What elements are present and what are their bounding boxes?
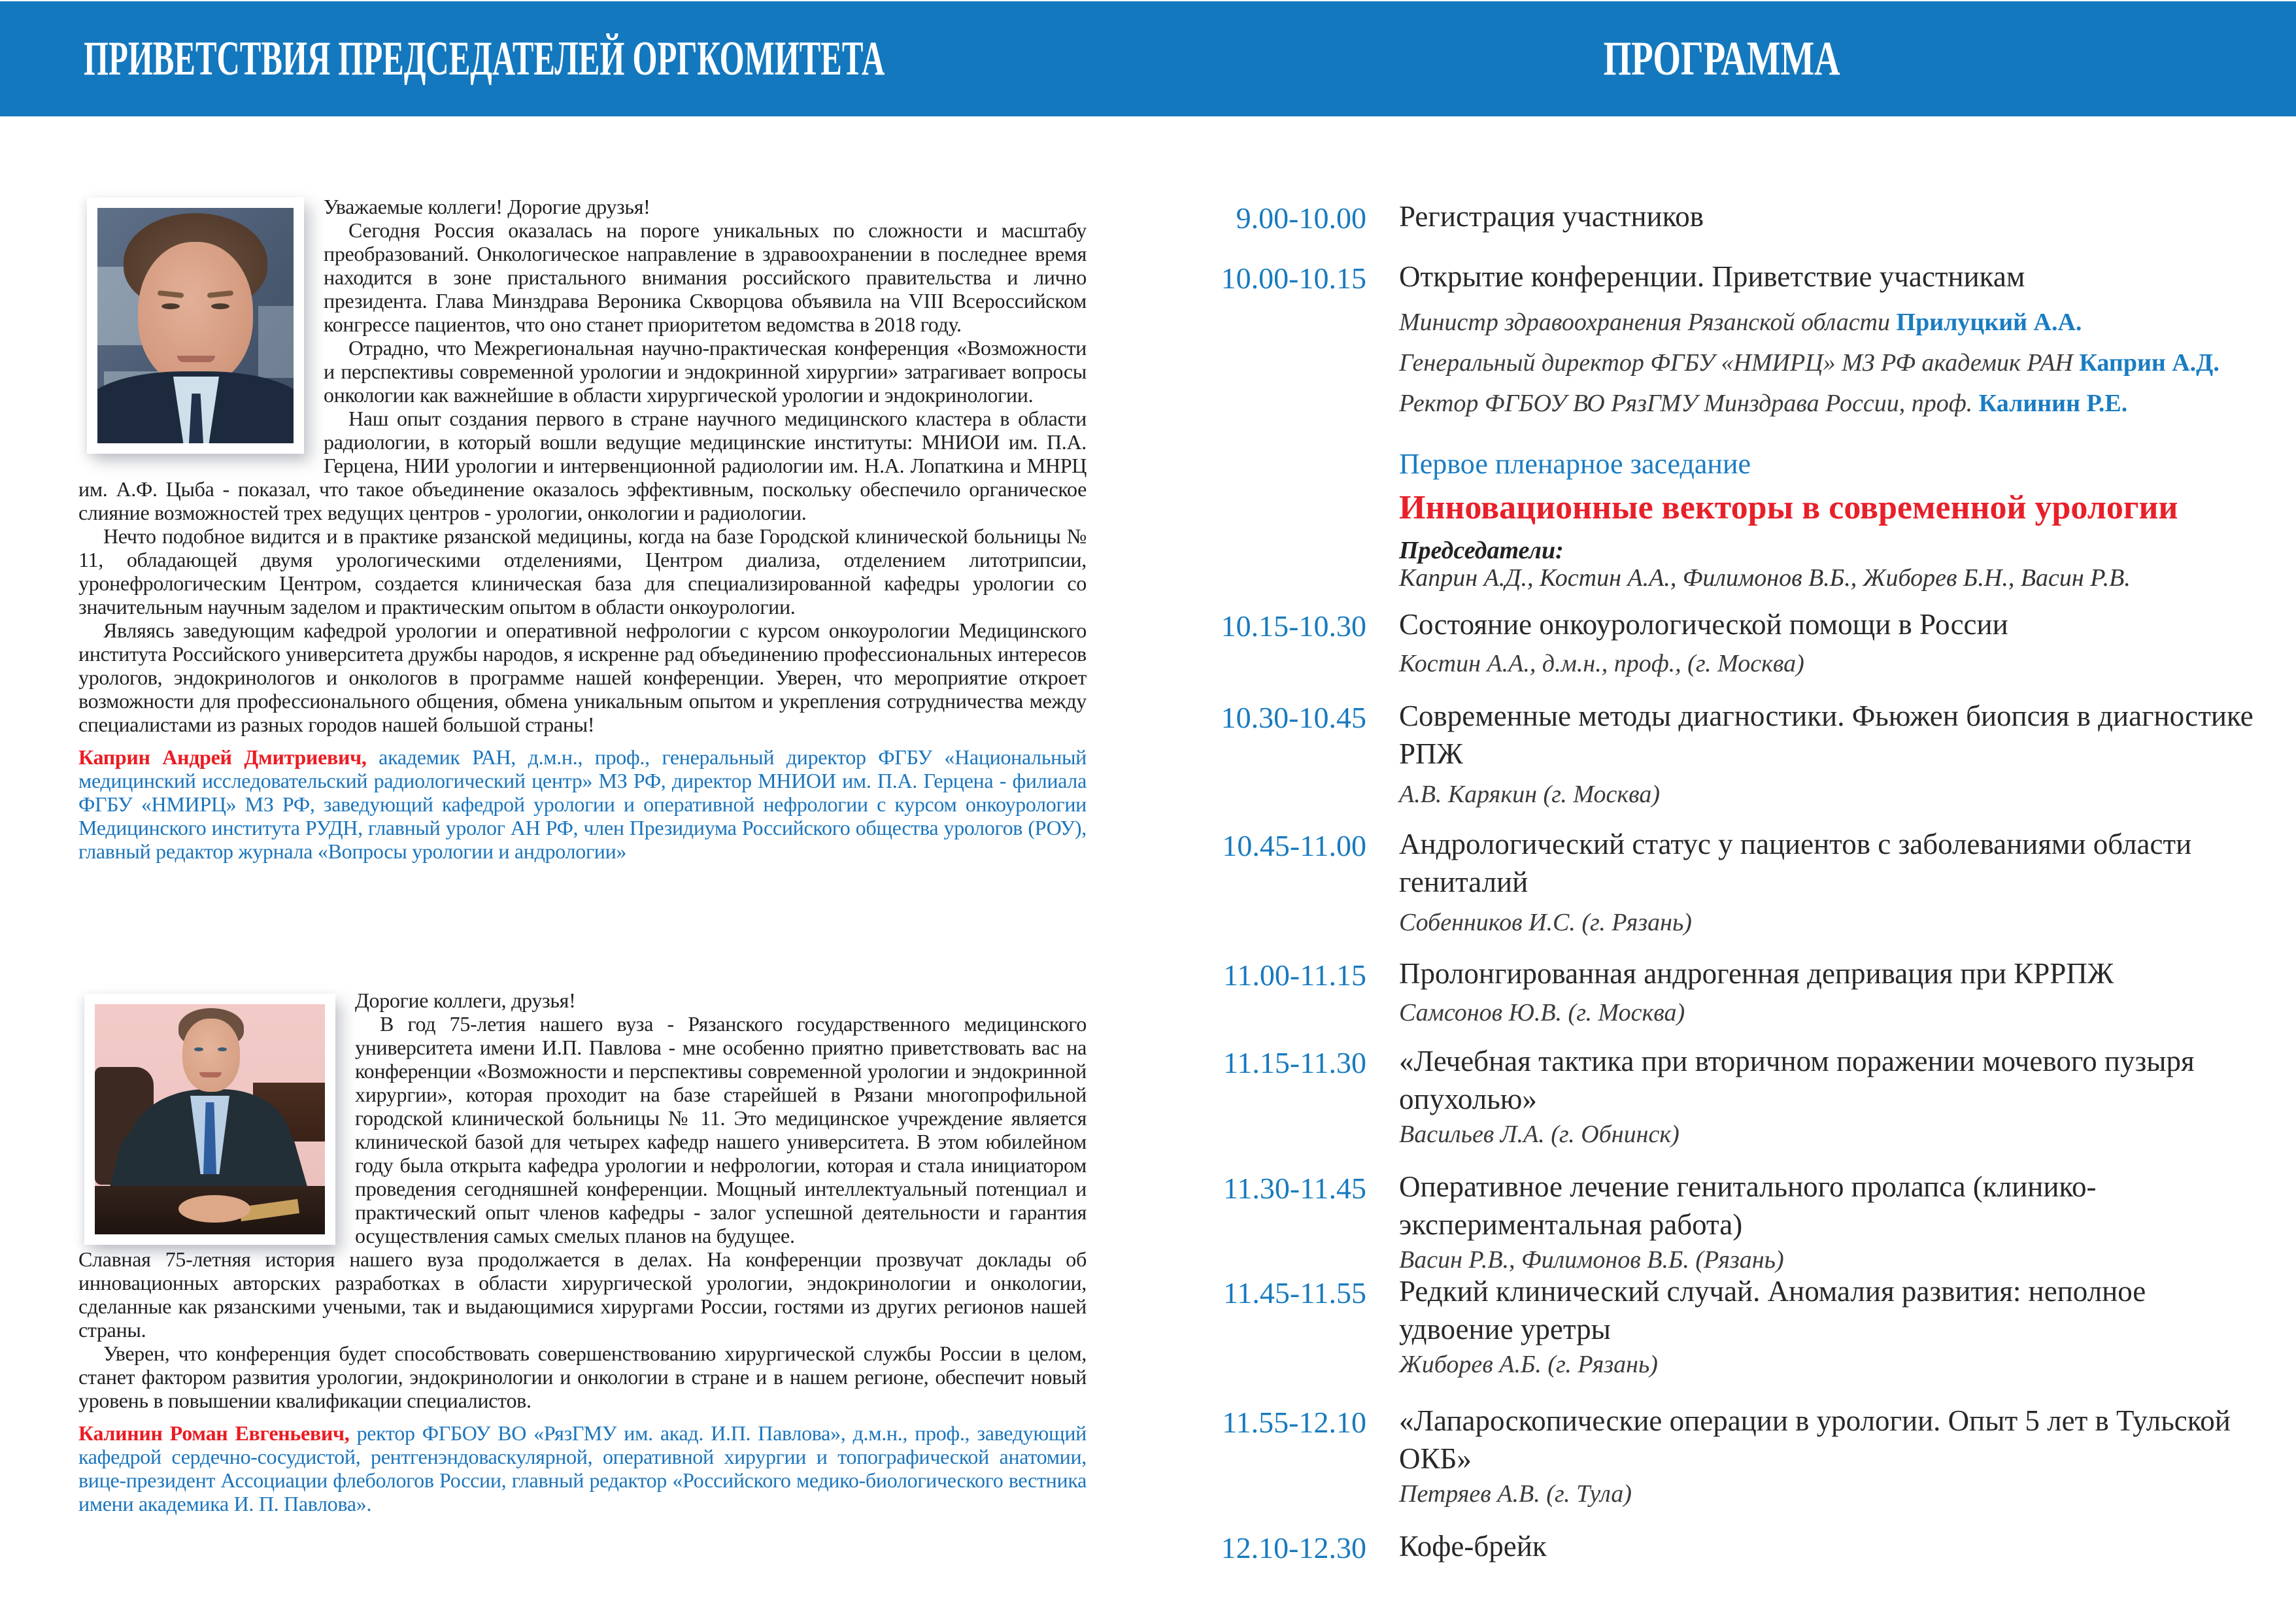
- speaker-role: Ректор ФГБОУ ВО РязГМУ Минздрава России, проф.: [1399, 390, 1979, 417]
- schedule-topic: Пролонгированная андрогенная депривация при КРРПЖ: [1399, 957, 2114, 990]
- left-page-title: [84, 1, 1297, 116]
- schedule-topic: Регистрация участников: [1399, 200, 1704, 233]
- greeting2-paragraph: Славная 75-летняя история нашего вуза продолжается в делах. На конференции прозвучат доклады об инновационных авторских разработках в области хирургической урологии, эндокринологии и онкологии, сделанные как рязанскими учеными, так и выдающимися хирургами России, гостями из других регионов нашей страны.: [78, 1247, 1087, 1342]
- photo-kalinin: [78, 989, 355, 1245]
- schedule-time: 10.30-10.45: [1221, 701, 1366, 734]
- schedule-time: 10.00-10.15: [1221, 262, 1366, 295]
- schedule-speaker: [1399, 307, 2255, 337]
- schedule-speaker: Жиборев А.Б. (г. Рязань): [1399, 1351, 1658, 1378]
- schedule-topic: Открытие конференции. Приветствие участникам: [1399, 260, 2025, 293]
- greeting2-salutation: Дорогие коллеги, друзья!: [355, 989, 576, 1012]
- schedule-topic: Современные методы диагностики. Фьюжен биопсия в диагностике РПЖ: [1399, 700, 2254, 770]
- schedule-topic: «Лечебная тактика при вторичном поражении мочевого пузыря опухолью»: [1399, 1045, 2195, 1115]
- right-page-title: [1148, 1, 2296, 116]
- signature-kaprin: [78, 745, 1087, 863]
- schedule-speaker: Самсонов Ю.В. (г. Москва): [1399, 999, 1685, 1026]
- greeting1-salutation: Уважаемые коллеги! Дорогие друзья!: [324, 195, 650, 218]
- session-label: Первое пленарное заседание: [1399, 448, 1751, 480]
- schedule-time: 12.10-12.30: [1221, 1531, 1366, 1565]
- session-chairs: Каприн А.Д., Костин А.А., Филимонов В.Б., Жиборев Б.Н., Васин Р.В.: [1399, 564, 2131, 592]
- schedule-speaker: Васин Р.В., Филимонов В.Б. (Рязань): [1399, 1246, 1784, 1274]
- schedule-time: 10.15-10.30: [1221, 609, 1366, 643]
- schedule-speaker: Петряев А.В. (г. Тула): [1399, 1480, 1632, 1508]
- schedule-time: 11.55-12.10: [1222, 1406, 1366, 1439]
- signature-kalinin-titles: ректор ФГБОУ ВО «РязГМУ им. акад. И.П. Павлова», д.м.н., проф., заведующий кафедрой сердечно-сосудистой, рентгенэндоваскулярной, оперативной хирургии и топографической анатомии, вице-президент Ассоциации флебологов России, главный редактор «Российского медико-биологического вестника имени академика И. П. Павлова».: [78, 1421, 1087, 1515]
- portrait-kaprin-image: [97, 208, 294, 443]
- schedule-topic: Оперативное лечение генитального пролапса (клинико-экспериментальная работа): [1399, 1170, 2097, 1241]
- greeting-block-kalinin: [78, 989, 1087, 1515]
- photo-frame: [84, 994, 335, 1245]
- greeting2-paragraph: В год 75-летия нашего вуза - Рязанского государственного медицинского университета имени И.П. Павлова - мне особенно приятно приветствовать вас на конференции «Возможности и перспективы современной урологии и эндокринной хирургии», которая проходит на базе старейшей в Рязани многопрофильной городской клинической больницы № 11. Это медицинское учреждение является клинической базой для четырех кафедр нашего университета. В этом юбилейном году была открыта кафедра урологии и нефрологии, которая и стала инициатором проведения сегодняшней конференции. Мощный интеллектуальный потенциал и практический опыт членов кафедры - залог успешной деятельности и гарантия осуществления самых смелых планов на будущее.: [355, 1012, 1087, 1247]
- schedule-time: 11.30-11.45: [1223, 1172, 1366, 1205]
- schedule-time: 11.45-11.55: [1223, 1276, 1366, 1310]
- schedule-time: 10.45-11.00: [1222, 829, 1366, 862]
- schedule-speaker: [1399, 348, 2255, 378]
- schedule-topic: Состояние онкоурологической помощи в России: [1399, 608, 2008, 641]
- right-page-title-text: ПРОГРАММА: [1603, 32, 1841, 86]
- schedule-topic: Кофе-брейк: [1399, 1530, 1547, 1563]
- speaker-name: Прилуцкий А.А.: [1896, 309, 2082, 336]
- schedule-speaker: [1399, 388, 2255, 418]
- photo-frame: [87, 197, 304, 454]
- schedule-time: 9.00-10.00: [1236, 201, 1366, 235]
- signature-kaprin-name: Каприн Андрей Дмитриевич,: [78, 745, 367, 769]
- session-chairs-label: Председатели:: [1399, 537, 1564, 564]
- greeting1-paragraph: Сегодня Россия оказалась на пороге уникальных по сложности и масштабу преобразований. Онкологическое направление в здравоохранении в последнее время находится в зоне пристального внимания российского правительства и лично президента. Глава Минздрава Вероника Скворцова объявила на VIII Всероссийском конгрессе пациентов, что оно станет приоритетом ведомства в 2018 году.: [324, 218, 1087, 336]
- greeting1-paragraph: Являясь заведующим кафедрой урологии и оперативной нефрологии с курсом онкоурологии Медицинского института Российского университета дружбы народов, я искренне рад объединению профессиональных интересов урологов, эндокринологов и онкологов в программе нашей конференции. Уверен, что мероприятие откроет возможности для профессионального общения, обмена уникальным опытом и укрепления сотрудничества между специалистами из разных городов нашей большой страны!: [78, 618, 1087, 736]
- session-title: Инновационные векторы в современной урологии: [1399, 489, 2178, 526]
- schedule-speaker: А.В. Карякин (г. Москва): [1399, 781, 1661, 808]
- schedule-topic: Редкий клинический случай. Аномалия развития: неполное удвоение уретры: [1399, 1275, 2146, 1345]
- schedule-time: 11.15-11.30: [1223, 1046, 1366, 1079]
- signature-kaprin-titles: академик РАН, д.м.н., проф., генеральный директор ФГБУ «Национальный медицинский исследовательский радиологический центр» МЗ РФ, директор МНИОИ им. П.А. Герцена - филиала ФГБУ «НМИРЦ» МЗ РФ, заведующий кафедрой урологии и оперативной нефрологии с курсом онкоурологии Медицинского института РУДН, главный уролог АН РФ, член Президиума Российского общества урологов (РОУ), главный редактор журнала «Вопросы урологии и андрологии»: [78, 745, 1087, 863]
- greeting2-paragraph: Уверен, что конференция будет способствовать совершенствованию хирургической службы России в целом, станет фактором развития урологии, эндокринологии и онкологии в стране и в нашем регионе, обеспечит новый уровень в повышении квалификации специалистов.: [78, 1342, 1087, 1412]
- signature-kalinin-name: Калинин Роман Евгеньевич,: [78, 1421, 350, 1445]
- speaker-name: Калинин Р.Е.: [1978, 390, 2128, 417]
- greeting-block-kaprin: [78, 195, 1087, 863]
- schedule-time: 11.00-11.15: [1223, 958, 1366, 992]
- left-page-title-text: ПРИВЕТСТВИЯ ПРЕДСЕДАТЕЛЕЙ ОРГКОМИТЕТА: [84, 32, 885, 86]
- schedule-speaker: Собенников И.С. (г. Рязань): [1399, 909, 1692, 936]
- greeting1-paragraph: Наш опыт создания первого в стране научного медицинского кластера в области радиологии, в который вошли ведущие медицинские институты: МНИОИ им. П.А. Герцена, НИИ урологии и интервенционной радиологии им. Н.А. Лопаткина и МНРЦ им. А.Ф. Цыба - показал, что такое объединение оказалось эффективным, поскольку обеспечило органическое слияние возможностей трех ведущих центров - урологии, онкологии и радиологии.: [78, 407, 1087, 524]
- photo-kaprin: [78, 195, 324, 471]
- schedule-topic: «Лапароскопические операции в урологии. Опыт 5 лет в Тульской ОКБ»: [1399, 1404, 2231, 1475]
- header-bar: [0, 1, 2296, 116]
- schedule-speaker: Васильев Л.А. (г. Обнинск): [1399, 1121, 1680, 1148]
- signature-kalinin: [78, 1421, 1087, 1515]
- speaker-role: Генеральный директор ФГБУ «НМИРЦ» МЗ РФ академик РАН: [1399, 349, 2080, 377]
- schedule-topic: Андрологический статус у пациентов с заболеваниями области гениталий: [1399, 828, 2192, 898]
- speaker-role: Министр здравоохранения Рязанской области: [1399, 309, 1897, 336]
- portrait-kalinin-image: [95, 1004, 325, 1234]
- speaker-name: Каприн А.Д.: [2079, 349, 2220, 377]
- greeting1-paragraph: Нечто подобное видится и в практике рязанской медицины, когда на базе Городской клинической больницы № 11, обладающей двумя урологическими отделениями, Центром диализа, отделением литотрипсии, уронефрологическим Центром, создается клиническая база для специализированной кафедры урологии со значительным научным заделом и практическим опытом в области онкоурологии.: [78, 524, 1087, 618]
- schedule-speaker: Костин А.А., д.м.н., проф., (г. Москва): [1399, 650, 1804, 677]
- greeting1-paragraph: Отрадно, что Межрегиональная научно-практическая конференция «Возможности и перспективы современной урологии и эндокринной хирургии» затрагивает вопросы онкологии как важнейшие в области хирургической урологии и эндокринологии.: [324, 336, 1087, 407]
